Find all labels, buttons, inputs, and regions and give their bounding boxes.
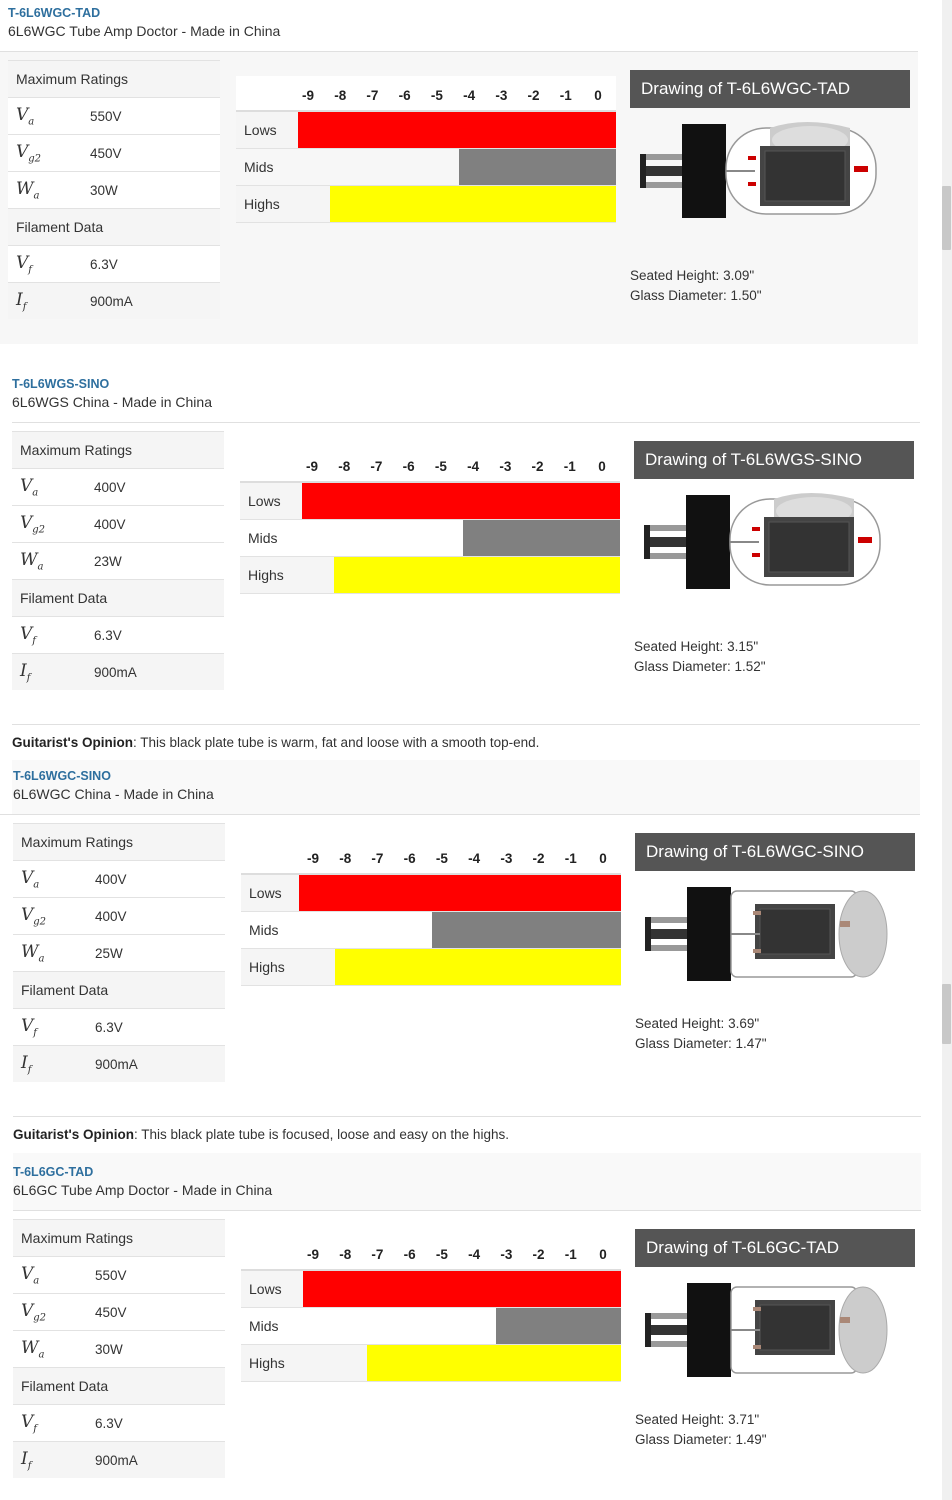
symbol-base: V xyxy=(21,904,34,925)
spec-value: 23W xyxy=(94,553,122,569)
spec-value: 900mA xyxy=(95,1452,138,1468)
eq-tick-label: -8 xyxy=(338,459,351,474)
tube-dimensions xyxy=(635,1014,767,1054)
eq-tick-label: -5 xyxy=(430,88,443,103)
tone-chart xyxy=(240,447,620,594)
eq-band-label: Lows xyxy=(248,493,281,509)
eq-tick-label: -1 xyxy=(564,1247,577,1262)
spec-row-wa xyxy=(12,542,224,579)
spec-symbol xyxy=(13,942,95,964)
symbol-subscript: f xyxy=(22,301,27,313)
spec-table xyxy=(13,823,225,1082)
scrollbar-thumb[interactable] xyxy=(942,984,951,1044)
product-subtitle: 6L6GC Tube Amp Doctor - Made in China xyxy=(13,1182,273,1198)
spec-row-vf xyxy=(8,245,220,282)
eq-tick-label: -7 xyxy=(370,459,383,474)
tube-dimensions xyxy=(634,637,766,677)
product-sku-link[interactable]: T-6L6WGC-TAD xyxy=(8,6,101,20)
max-ratings-header: Maximum Ratings xyxy=(13,823,225,860)
spec-row-wa xyxy=(13,934,225,971)
tube-drawing xyxy=(635,1229,915,1385)
symbol-base: V xyxy=(21,867,34,888)
symbol-base: V xyxy=(21,1411,34,1432)
spec-symbol xyxy=(13,1412,95,1434)
eq-tick-label: -2 xyxy=(531,459,544,474)
symbol-base: V xyxy=(20,623,33,644)
spec-symbol xyxy=(13,1053,95,1075)
eq-tick-label: -1 xyxy=(559,88,572,103)
eq-band-label: Mids xyxy=(249,922,279,938)
spec-value: 450V xyxy=(90,145,122,161)
product-subtitle: 6L6WGC Tube Amp Doctor - Made in China xyxy=(8,23,281,39)
spec-row-vg2 xyxy=(12,505,224,542)
symbol-subscript: g2 xyxy=(32,524,46,536)
spec-row-vg2 xyxy=(13,897,225,934)
symbol-base: W xyxy=(20,549,38,570)
eq-row-highs xyxy=(241,949,621,986)
tube-drawing xyxy=(635,833,915,989)
eq-band-label: Mids xyxy=(244,159,274,175)
filament-header: Filament Data xyxy=(13,1367,225,1404)
tube-with-dome-icon xyxy=(634,487,914,597)
eq-scale xyxy=(240,447,620,483)
eq-row-highs xyxy=(240,557,620,594)
spec-row-va xyxy=(12,468,224,505)
symbol-subscript: f xyxy=(33,1027,37,1039)
eq-tick-label: -6 xyxy=(398,88,411,103)
drawing-title: Drawing of T-6L6GC-TAD xyxy=(635,1229,915,1267)
spec-value: 900mA xyxy=(94,664,137,680)
eq-tick-label: -8 xyxy=(334,88,347,103)
divider xyxy=(0,51,918,52)
spec-symbol xyxy=(13,1264,95,1286)
eq-tick-label: -4 xyxy=(468,851,481,866)
eq-tick-label: -2 xyxy=(532,1247,545,1262)
spec-symbol xyxy=(13,868,95,890)
tone-chart xyxy=(241,839,621,986)
eq-bar-highs xyxy=(335,949,621,985)
symbol-base: I xyxy=(21,1052,28,1073)
spec-symbol xyxy=(13,905,95,927)
eq-tick-label: -5 xyxy=(435,851,448,866)
symbol-base: V xyxy=(16,252,29,273)
eq-tick-label: -5 xyxy=(435,1247,448,1262)
eq-tick-label: -4 xyxy=(463,88,476,103)
spec-symbol xyxy=(8,253,90,275)
eq-bar-mids xyxy=(432,912,621,948)
spec-symbol xyxy=(13,1338,95,1360)
eq-band-label: Lows xyxy=(244,122,277,138)
spec-table xyxy=(12,431,224,690)
symbol-base: I xyxy=(21,1448,28,1469)
spec-value: 400V xyxy=(95,908,127,924)
eq-tick-label: 0 xyxy=(599,1247,607,1262)
spec-value: 450V xyxy=(95,1304,127,1320)
eq-band-label: Highs xyxy=(244,196,280,212)
tube-drawing xyxy=(634,441,914,597)
tube-coke-bottle-icon xyxy=(635,1275,915,1385)
opinion-label: Guitarist's Opinion xyxy=(13,1127,134,1142)
spec-symbol xyxy=(8,179,90,201)
spec-symbol xyxy=(13,1016,95,1038)
drawing-title: Drawing of T-6L6WGC-TAD xyxy=(630,70,910,108)
eq-tick-label: -8 xyxy=(339,1247,352,1262)
tube-with-dome-icon xyxy=(630,116,910,226)
symbol-subscript: a xyxy=(32,487,39,499)
eq-tick-label: -3 xyxy=(499,459,512,474)
divider xyxy=(0,814,920,815)
spec-row-va xyxy=(8,97,220,134)
eq-band-label: Highs xyxy=(248,567,284,583)
symbol-base: I xyxy=(16,289,23,310)
eq-tick-label: -1 xyxy=(563,459,576,474)
symbol-base: V xyxy=(16,104,29,125)
product-sku-link[interactable]: T-6L6WGS-SINO xyxy=(12,377,110,391)
spec-row-if xyxy=(13,1441,225,1478)
eq-tick-label: -6 xyxy=(402,459,415,474)
eq-tick-label: -7 xyxy=(371,1247,384,1262)
eq-bar-lows xyxy=(303,1271,621,1307)
eq-scale xyxy=(241,1235,621,1271)
eq-tick-label: -9 xyxy=(305,459,319,474)
symbol-base: W xyxy=(21,941,39,962)
symbol-subscript: f xyxy=(28,264,32,276)
spec-value: 6.3V xyxy=(95,1415,123,1431)
symbol-base: W xyxy=(21,1337,39,1358)
spec-value: 6.3V xyxy=(95,1019,123,1035)
seated-height: Seated Height: 3.69" xyxy=(635,1016,760,1031)
drawing-title: Drawing of T-6L6WGC-SINO xyxy=(635,833,915,871)
divider xyxy=(13,1116,921,1117)
product-subtitle: 6L6WGC China - Made in China xyxy=(13,786,214,802)
eq-tick-label: 0 xyxy=(598,459,606,474)
spec-value: 25W xyxy=(95,945,123,961)
spec-value: 900mA xyxy=(95,1056,138,1072)
eq-row-lows xyxy=(240,483,620,520)
opinion-text: : This black plate tube is focused, loose and easy on the highs. xyxy=(133,1127,509,1142)
eq-row-mids xyxy=(236,149,616,186)
spec-row-vf xyxy=(13,1404,225,1441)
spec-row-vg2 xyxy=(13,1293,225,1330)
eq-tick-label: -9 xyxy=(301,88,315,103)
eq-bar-mids xyxy=(463,520,620,556)
product-subtitle: 6L6WGS China - Made in China xyxy=(12,394,212,410)
symbol-subscript: a xyxy=(38,953,45,965)
spec-value: 400V xyxy=(95,871,127,887)
symbol-subscript: f xyxy=(33,1423,37,1435)
eq-row-highs xyxy=(241,1345,621,1382)
tube-dimensions xyxy=(635,1410,767,1450)
eq-bar-mids xyxy=(459,149,616,185)
spec-symbol xyxy=(8,290,90,312)
spec-symbol xyxy=(13,1449,95,1471)
eq-tick-label: -3 xyxy=(500,1247,513,1262)
spec-row-wa xyxy=(13,1330,225,1367)
eq-tick-label: -3 xyxy=(500,851,513,866)
glass-diameter: Glass Diameter: 1.47" xyxy=(635,1036,767,1051)
eq-bar-mids xyxy=(496,1308,621,1344)
spec-value: 30W xyxy=(95,1341,123,1357)
spec-row-if xyxy=(8,282,220,319)
max-ratings-header: Maximum Ratings xyxy=(12,431,224,468)
symbol-base: V xyxy=(20,475,33,496)
spec-symbol xyxy=(8,142,90,164)
eq-scale xyxy=(236,76,616,112)
eq-bar-lows xyxy=(298,112,616,148)
spec-symbol xyxy=(12,513,94,535)
eq-tick-label: -4 xyxy=(468,1247,481,1262)
symbol-subscript: a xyxy=(28,116,35,128)
filament-header: Filament Data xyxy=(8,208,220,245)
symbol-subscript: g2 xyxy=(33,916,47,928)
product-sku-link[interactable]: T-6L6WGC-SINO xyxy=(13,769,111,783)
symbol-subscript: f xyxy=(27,1460,32,1472)
spec-symbol xyxy=(12,624,94,646)
eq-row-lows xyxy=(236,112,616,149)
spec-value: 900mA xyxy=(90,293,133,309)
product-sku-link[interactable]: T-6L6GC-TAD xyxy=(13,1165,94,1179)
eq-bar-highs xyxy=(367,1345,621,1381)
eq-row-mids xyxy=(241,912,621,949)
glass-diameter: Glass Diameter: 1.52" xyxy=(634,659,766,674)
symbol-base: V xyxy=(21,1015,34,1036)
eq-band-label: Lows xyxy=(249,1281,282,1297)
eq-tick-label: -2 xyxy=(532,851,545,866)
spec-value: 400V xyxy=(94,516,126,532)
symbol-subscript: a xyxy=(33,1275,40,1287)
eq-tick-label: -6 xyxy=(403,851,416,866)
eq-bar-lows xyxy=(302,483,620,519)
eq-row-mids xyxy=(240,520,620,557)
scrollbar-thumb[interactable] xyxy=(942,186,951,250)
filament-header: Filament Data xyxy=(12,579,224,616)
spec-symbol xyxy=(13,1301,95,1323)
symbol-subscript: g2 xyxy=(33,1312,47,1324)
symbol-subscript: f xyxy=(27,1064,32,1076)
max-ratings-header: Maximum Ratings xyxy=(8,60,220,97)
spec-row-if xyxy=(12,653,224,690)
spec-row-if xyxy=(13,1045,225,1082)
spec-symbol xyxy=(12,661,94,683)
symbol-base: V xyxy=(21,1300,34,1321)
spec-row-vg2 xyxy=(8,134,220,171)
tone-chart xyxy=(241,1235,621,1382)
spec-value: 550V xyxy=(90,108,122,124)
eq-bar-lows xyxy=(299,875,621,911)
eq-tick-label: -1 xyxy=(564,851,577,866)
eq-tick-label: -6 xyxy=(403,1247,416,1262)
symbol-base: V xyxy=(20,512,33,533)
seated-height: Seated Height: 3.71" xyxy=(635,1412,760,1427)
eq-row-highs xyxy=(236,186,616,223)
opinion-label: Guitarist's Opinion xyxy=(12,735,133,750)
glass-diameter: Glass Diameter: 1.49" xyxy=(635,1432,767,1447)
drawing-title: Drawing of T-6L6WGS-SINO xyxy=(634,441,914,479)
tube-coke-bottle-icon xyxy=(635,879,915,989)
max-ratings-header: Maximum Ratings xyxy=(13,1219,225,1256)
eq-tick-label: 0 xyxy=(594,88,602,103)
divider xyxy=(12,422,920,423)
spec-value: 400V xyxy=(94,479,126,495)
eq-scale xyxy=(241,839,621,875)
symbol-subscript: a xyxy=(37,561,44,573)
eq-band-label: Mids xyxy=(249,1318,279,1334)
eq-band-label: Mids xyxy=(248,530,278,546)
eq-tick-label: -5 xyxy=(434,459,447,474)
spec-symbol xyxy=(8,105,90,127)
spec-value: 30W xyxy=(90,182,118,198)
tube-dimensions xyxy=(630,266,762,306)
spec-symbol xyxy=(12,476,94,498)
spec-symbol xyxy=(12,550,94,572)
spec-value: 6.3V xyxy=(94,627,122,643)
spec-table xyxy=(13,1219,225,1478)
spec-row-va xyxy=(13,1256,225,1293)
symbol-subscript: a xyxy=(33,879,40,891)
symbol-subscript: a xyxy=(38,1349,45,1361)
eq-tick-label: -3 xyxy=(495,88,508,103)
eq-tick-label: -2 xyxy=(527,88,540,103)
eq-tick-label: -8 xyxy=(339,851,352,866)
spec-row-wa xyxy=(8,171,220,208)
guitarist-opinion xyxy=(12,735,539,750)
eq-bar-highs xyxy=(330,186,616,222)
tone-chart xyxy=(236,76,616,223)
symbol-base: V xyxy=(21,1263,34,1284)
spec-value: 6.3V xyxy=(90,256,118,272)
symbol-subscript: f xyxy=(32,635,36,647)
symbol-subscript: g2 xyxy=(28,153,42,165)
eq-row-lows xyxy=(241,1271,621,1308)
filament-header: Filament Data xyxy=(13,971,225,1008)
glass-diameter: Glass Diameter: 1.50" xyxy=(630,288,762,303)
symbol-base: W xyxy=(16,178,34,199)
spec-row-va xyxy=(13,860,225,897)
seated-height: Seated Height: 3.09" xyxy=(630,268,755,283)
eq-tick-label: 0 xyxy=(599,851,607,866)
symbol-base: V xyxy=(16,141,29,162)
eq-band-label: Highs xyxy=(249,959,285,975)
spec-value: 550V xyxy=(95,1267,127,1283)
eq-tick-label: -7 xyxy=(366,88,379,103)
eq-tick-label: -7 xyxy=(371,851,384,866)
symbol-subscript: f xyxy=(26,672,31,684)
divider xyxy=(13,1210,921,1211)
spec-row-vf xyxy=(13,1008,225,1045)
seated-height: Seated Height: 3.15" xyxy=(634,639,759,654)
eq-band-label: Lows xyxy=(249,885,282,901)
tube-drawing xyxy=(630,70,910,226)
symbol-base: I xyxy=(20,660,27,681)
eq-band-label: Highs xyxy=(249,1355,285,1371)
guitarist-opinion xyxy=(13,1127,509,1142)
spec-table xyxy=(8,60,220,319)
eq-row-lows xyxy=(241,875,621,912)
eq-tick-label: -9 xyxy=(306,1247,320,1262)
eq-tick-label: -4 xyxy=(467,459,480,474)
spec-row-vf xyxy=(12,616,224,653)
eq-row-mids xyxy=(241,1308,621,1345)
symbol-subscript: a xyxy=(33,190,40,202)
eq-bar-highs xyxy=(334,557,620,593)
eq-tick-label: -9 xyxy=(306,851,320,866)
divider xyxy=(12,724,920,725)
opinion-text: : This black plate tube is warm, fat and loose with a smooth top-end. xyxy=(132,735,540,750)
